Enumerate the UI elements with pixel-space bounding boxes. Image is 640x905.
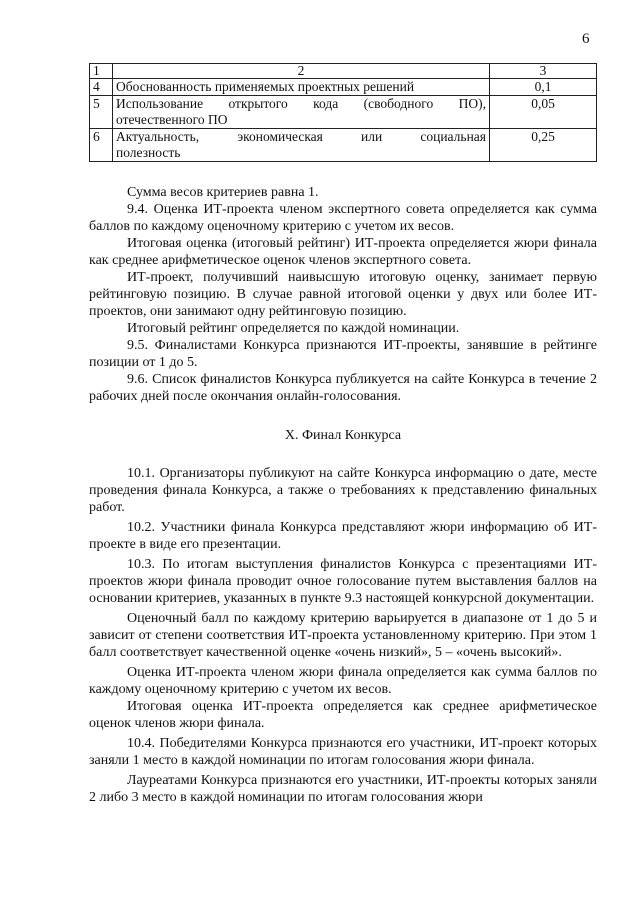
criterion-line: Использование открытого кода (свободного ПО), <box>116 96 486 111</box>
paragraph: 10.2. Участники финала Конкурса представляют жюри информацию об ИТ-проекте в виде его презентации. <box>89 520 597 552</box>
criterion-line: полезность <box>116 145 181 160</box>
row-number: 4 <box>90 79 113 96</box>
header-cell: 1 <box>90 64 113 79</box>
row-criterion <box>113 129 490 162</box>
row-number: 6 <box>90 129 113 162</box>
table-row <box>90 79 597 96</box>
paragraph: Сумма весов критериев равна 1. <box>127 185 319 200</box>
row-criterion <box>113 79 490 96</box>
header-cell: 3 <box>490 64 597 79</box>
paragraph: Лауреатами Конкурса признаются его участники, ИТ-проекты которых заняли 2 либо 3 место в каждой номинации по итогам голосования жюри <box>89 773 597 805</box>
paragraph: 10.4. Победителями Конкурса признаются его участники, ИТ-проект которых заняли 1 место в каждой номинации по итогам голосования жюри финала. <box>89 736 597 768</box>
paragraph: Оценка ИТ-проекта членом жюри финала определяется как сумма баллов по каждому оценочному критерию с учетом их весов. <box>89 665 597 697</box>
row-weight: 0,1 <box>490 79 597 96</box>
paragraph: Итоговая оценка (итоговый рейтинг) ИТ-проекта определяется жюри финала как среднее арифметическое оценок членов экспертного совета. <box>89 236 597 268</box>
paragraph: 10.1. Организаторы публикуют на сайте Конкурса информацию о дате, месте проведения финала Конкурса, а также о требованиях к представлению финальных работ. <box>89 466 597 515</box>
section-heading: X. Финал Конкурса <box>284 428 402 443</box>
paragraph: 9.6. Список финалистов Конкурса публикуется на сайте Конкурса в течение 2 рабочих дней после окончания онлайн-голосования. <box>89 372 597 404</box>
table-row <box>90 129 597 162</box>
document-body <box>89 184 597 806</box>
criterion-line: отечественного ПО <box>116 112 228 127</box>
paragraph: Итоговая оценка ИТ-проекта определяется как среднее арифметическое оценок членов жюри финала. <box>89 699 597 731</box>
paragraph: ИТ-проект, получивший наивысшую итоговую оценку, занимает первую рейтинговую позицию. В случае равной итоговой оценки у двух или более ИТ-проектов, они занимают одну рейтинговую позицию. <box>89 270 597 319</box>
row-weight: 0,25 <box>490 129 597 162</box>
criterion-line: Актуальность, экономическая или социальная <box>116 129 486 144</box>
page-number: 6 <box>582 31 590 47</box>
paragraph: Итоговый рейтинг определяется по каждой номинации. <box>127 321 460 336</box>
row-number: 5 <box>90 96 113 129</box>
paragraph: Оценочный балл по каждому критерию варьируется в диапазоне от 1 до 5 и зависит от степени соответствия ИТ-проекта установленному критерию. При этом 1 балл соответствует качественной оценке «очень низкий», 5 – «очень высокий». <box>89 611 597 660</box>
row-criterion <box>113 96 490 129</box>
paragraph: 10.3. По итогам выступления финалистов Конкурса с презентациями ИТ-проектов жюри финала проводит очное голосование путем выставления баллов на основании критериев, указанных в пункте 9.3 настоящей конкурсной документации. <box>89 557 597 606</box>
table-header-row <box>90 64 597 79</box>
criteria-table <box>89 63 597 162</box>
table-row <box>90 96 597 129</box>
paragraph: 9.4. Оценка ИТ-проекта членом экспертного совета определяется как сумма баллов по каждому оценочному критерию с учетом их весов. <box>89 202 597 234</box>
paragraph: 9.5. Финалистами Конкурса признаются ИТ-проекты, занявшие в рейтинге позиции от 1 до 5. <box>89 338 597 370</box>
header-cell: 2 <box>113 64 490 79</box>
criterion-line: Обоснованность применяемых проектных решений <box>116 79 415 94</box>
row-weight: 0,05 <box>490 96 597 129</box>
